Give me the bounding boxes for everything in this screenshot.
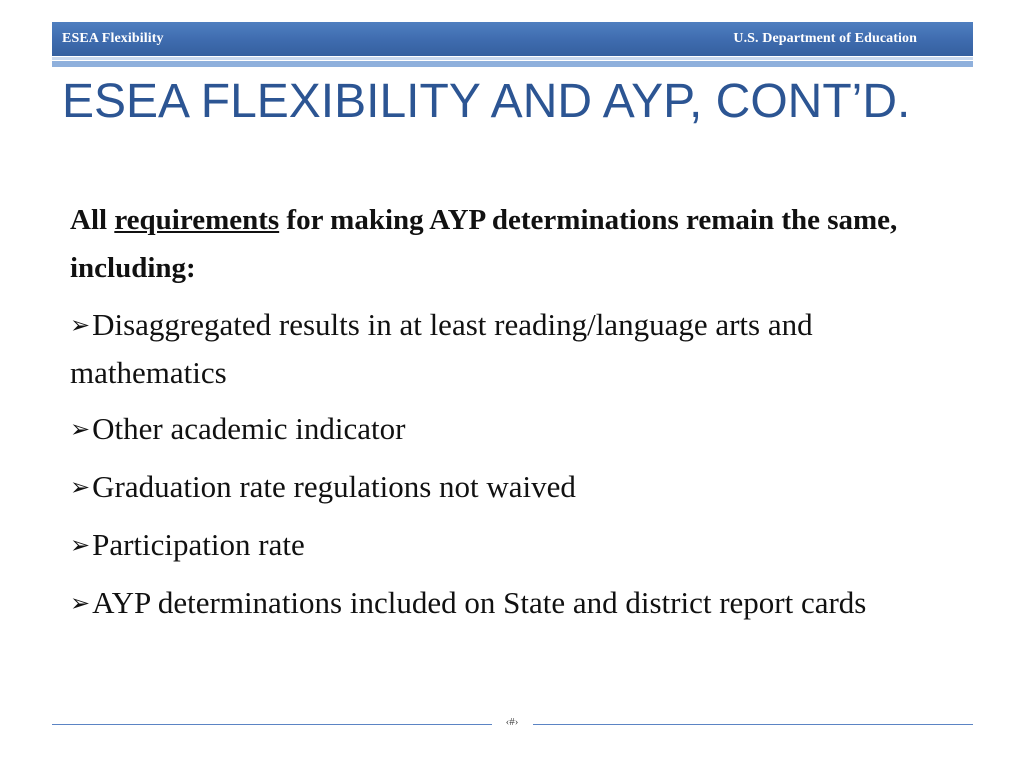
arrow-bullet-icon: ➢	[70, 589, 91, 617]
bullet-item	[70, 522, 950, 570]
arrow-bullet-icon: ➢	[70, 311, 91, 339]
arrow-bullet-icon: ➢	[70, 473, 91, 501]
bullet-item	[70, 302, 950, 396]
header-stripe	[52, 61, 973, 67]
header-bar	[52, 22, 973, 56]
bullet-text: Graduation rate regulations not waived	[92, 469, 576, 504]
bullet-text: AYP determinations included on State and district report cards	[92, 585, 867, 620]
bullet-item	[70, 464, 950, 512]
footer-divider-right	[533, 724, 973, 725]
bullet-item	[70, 580, 950, 628]
header-left-label: ESEA Flexibility	[62, 31, 164, 46]
arrow-bullet-icon: ➢	[70, 531, 91, 559]
arrow-bullet-icon: ➢	[70, 415, 91, 443]
page-number: ‹#›	[505, 716, 519, 728]
slide-title: ESEA FLEXIBILITY AND AYP, CONT’D.	[62, 75, 911, 128]
header-stripe-light	[52, 57, 973, 60]
intro-text	[70, 196, 950, 292]
intro-underlined-word: requirements	[114, 204, 280, 236]
header-right-label: U.S. Department of Education	[733, 31, 917, 46]
bullet-text: Disaggregated results in at least reading/language arts and mathematics	[70, 307, 813, 390]
slide-body	[70, 196, 950, 638]
bullet-text: Other academic indicator	[92, 411, 406, 446]
intro-suffix: for making AYP determinations remain the same, including:	[70, 204, 898, 284]
bullet-text: Participation rate	[92, 527, 305, 562]
footer-divider-left	[52, 724, 492, 725]
bullet-item	[70, 406, 950, 454]
intro-prefix: All	[70, 204, 108, 236]
